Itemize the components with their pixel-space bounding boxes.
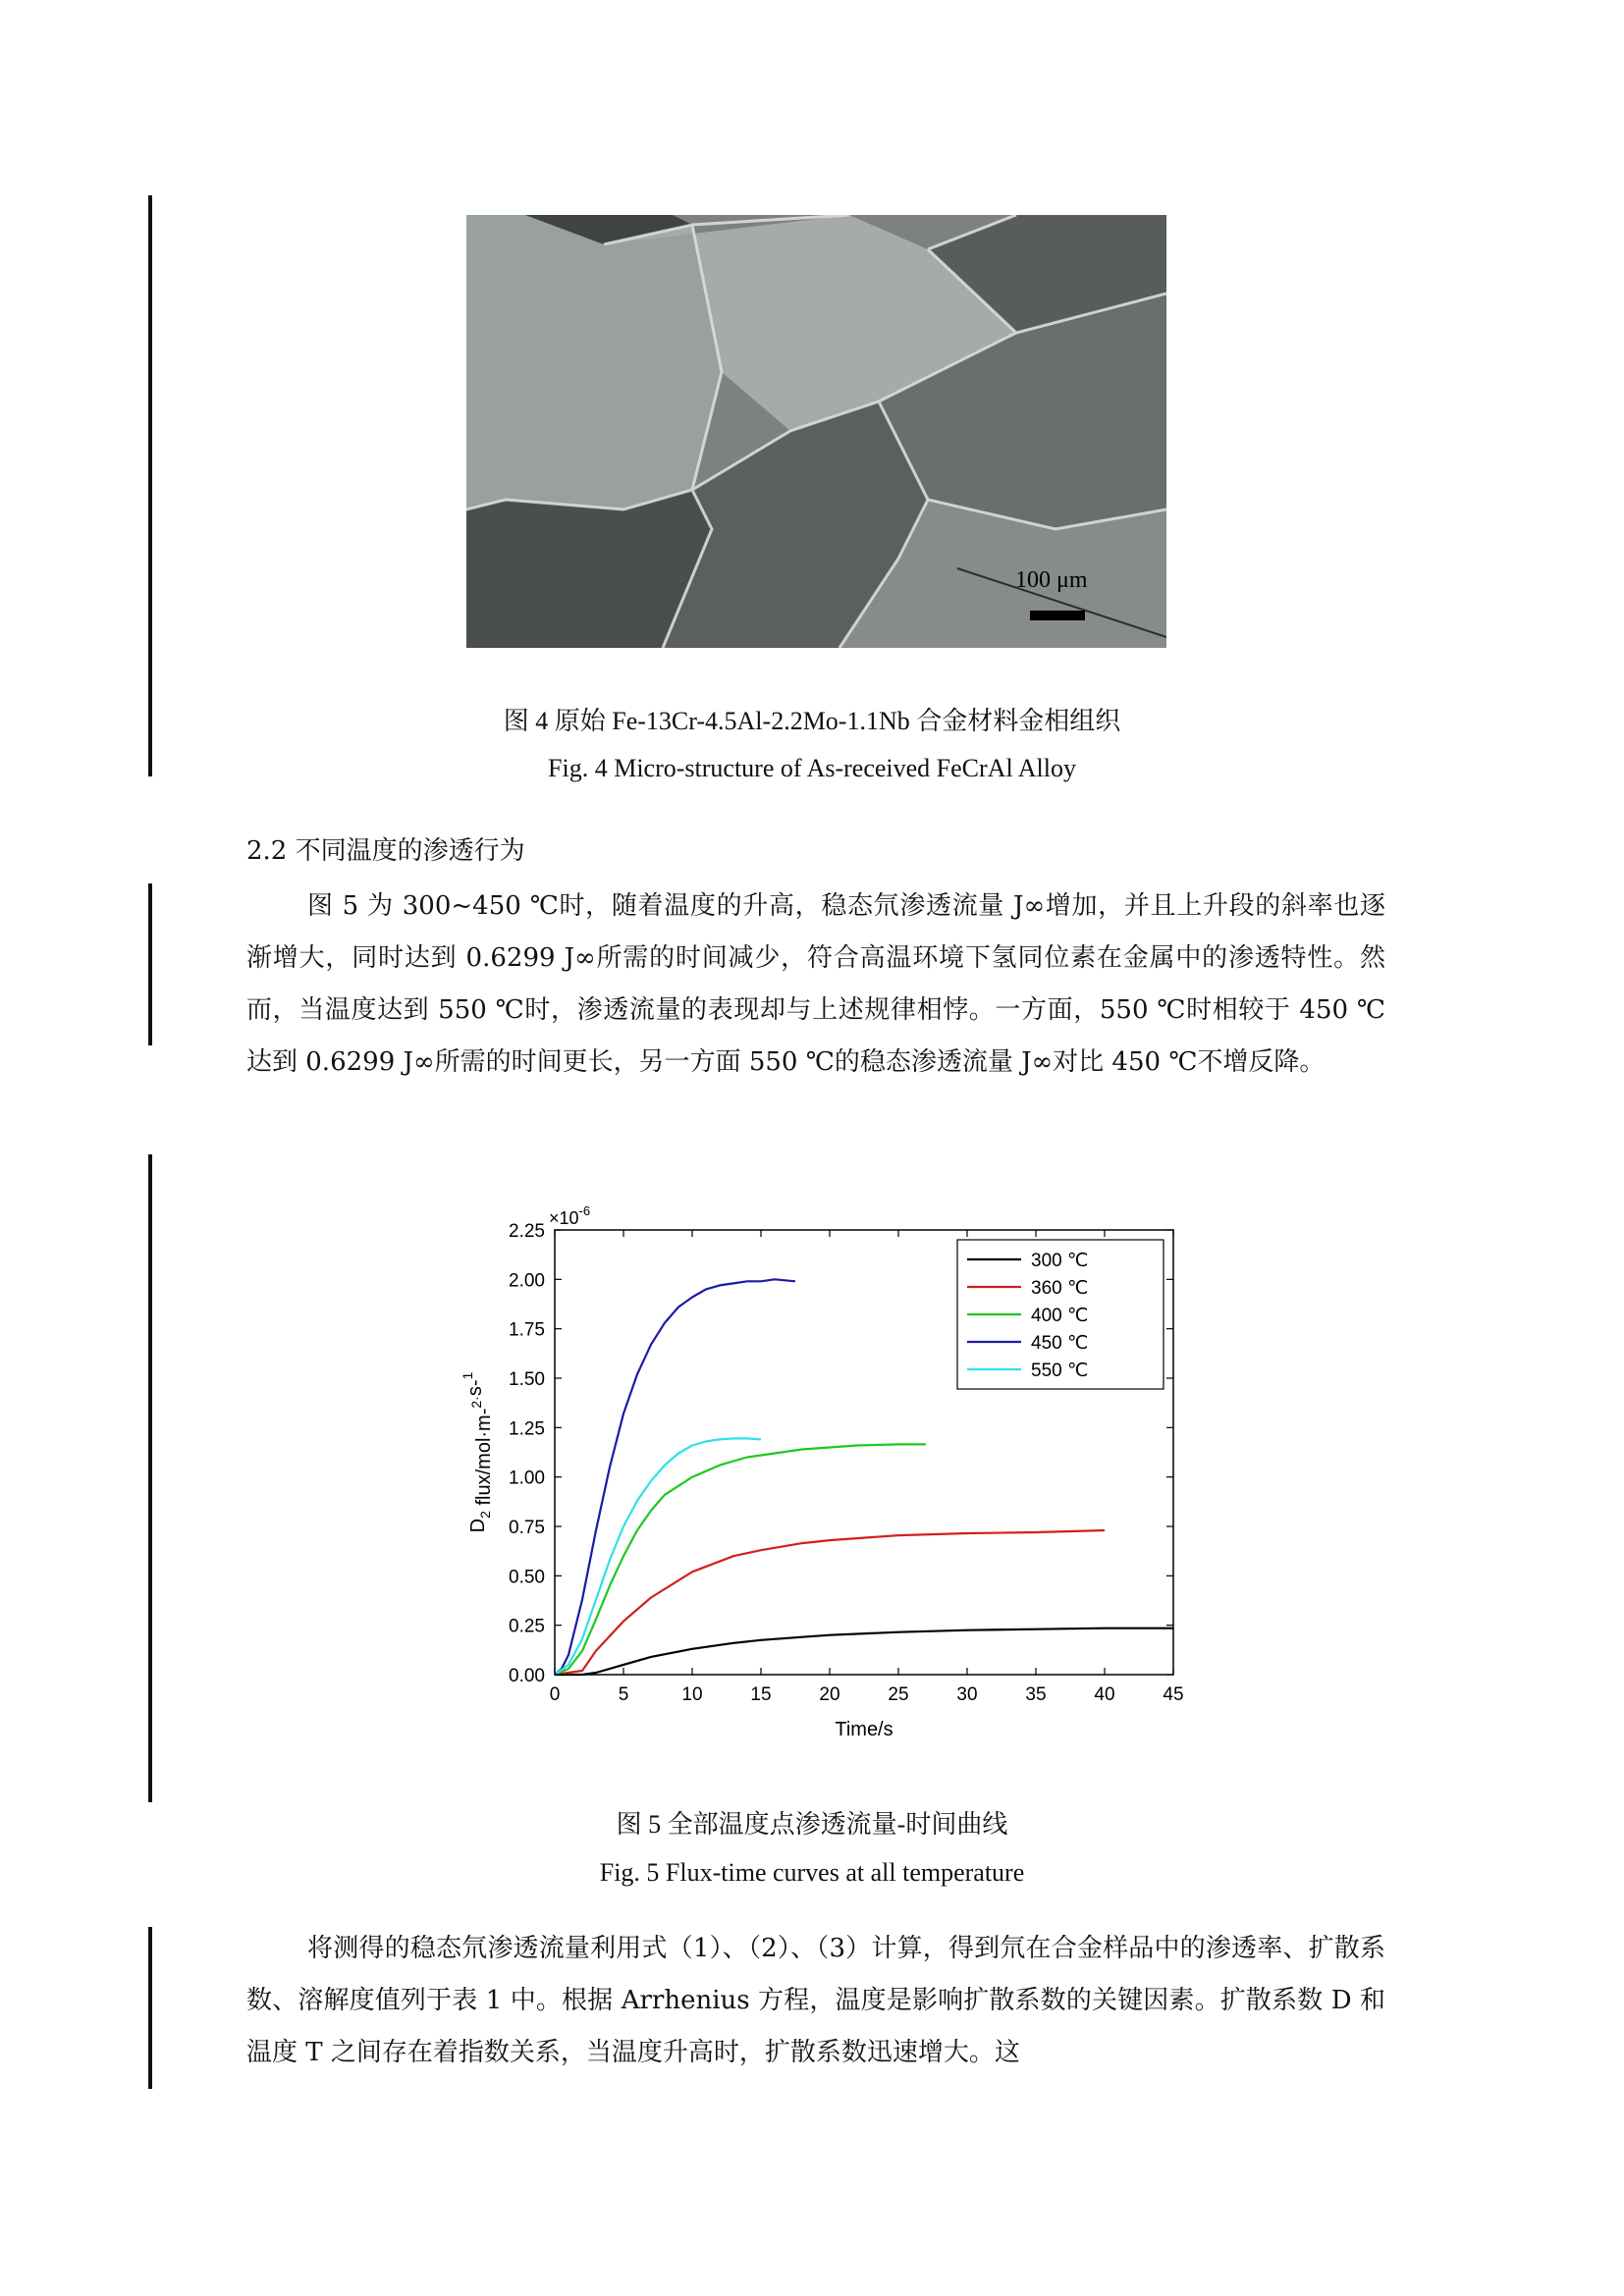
- body-paragraph: 图 5 为 300~450 ℃时，随着温度的升高，稳态氘渗透流量 J∞增加，并且上升段的斜率也逐渐增大，同时达到 0.6299 J∞所需的时间减少，符合高温环境下氢同位素在金属中的渗透特性。然而，当温度达到 550 ℃时，渗透流量的表现却与上述规律相悖。一方面，550 ℃时相较于 450 ℃达到 0.6299 J∞所需的时间更长，另一方面 550 ℃的稳态渗透流量 J∞对比 450 ℃不增反降。: [246, 891, 1385, 1077]
- y-tick-label: 1.75: [509, 1319, 545, 1341]
- y-tick-label: 0.25: [509, 1616, 545, 1637]
- change-bar: [148, 1154, 152, 1802]
- x-tick-label: 15: [750, 1684, 772, 1705]
- figure4-caption-en: Fig. 4 Micro-structure of As-received FeCrAl Alloy: [548, 754, 1076, 782]
- legend-entry: 550 ℃: [1031, 1361, 1089, 1381]
- x-tick-label: 20: [819, 1684, 840, 1705]
- change-bar: [148, 195, 152, 776]
- scale-bar: [1030, 611, 1085, 620]
- legend-entry: 450 ℃: [1031, 1333, 1089, 1354]
- x-tick-label: 25: [888, 1684, 909, 1705]
- y-axis-label: $D_2$ flux/mol·m-$^{2\cdot}$s-$^1$: [460, 1371, 495, 1533]
- figure5-caption-cn: 图 5 全部温度点渗透流量-时间曲线: [616, 1810, 1008, 1839]
- change-bar: [148, 1927, 152, 2089]
- x-tick-label: 45: [1163, 1684, 1184, 1705]
- y-tick-label: 1.25: [509, 1418, 545, 1440]
- x-tick-label: 40: [1094, 1684, 1115, 1705]
- scale-bar-label: 100 μm: [1015, 567, 1088, 593]
- y-tick-label: 0.50: [509, 1567, 545, 1588]
- body-paragraph-2: 将测得的稳态氘渗透流量利用式（1）、（2）、（3）计算，得到氘在合金样品中的渗透率、扩散系数、溶解度值列于表 1 中。根据 Arrhenius 方程，温度是影响扩散系数的关键因素。扩散系数 D 和温度 T 之间存在着指数关系，当温度升高时，扩散系数迅速增大。这: [246, 1934, 1385, 2067]
- legend-entry: 400 ℃: [1031, 1306, 1089, 1326]
- series-line-1: [555, 1530, 1105, 1675]
- legend-entry: 360 ℃: [1031, 1278, 1089, 1299]
- figure4-caption-cn: 图 4 原始 Fe-13Cr-4.5Al-2.2Mo-1.1Nb 合金材料金相组织: [503, 707, 1121, 735]
- x-tick-label: 30: [956, 1684, 978, 1705]
- change-bar: [148, 883, 152, 1045]
- x-tick-label: 35: [1025, 1684, 1047, 1705]
- y-multiplier: $\times 10^{-6}$: [549, 1203, 591, 1228]
- figure5-caption-en: Fig. 5 Flux-time curves at all temperature: [599, 1858, 1025, 1887]
- y-tick-label: 1.00: [509, 1468, 545, 1489]
- y-tick-label: 0.75: [509, 1518, 545, 1538]
- section-heading: 2.2 不同温度的渗透行为: [246, 836, 525, 866]
- legend-entry: 300 ℃: [1031, 1251, 1089, 1271]
- flux-time-chart: [437, 1196, 1203, 1745]
- y-tick-label: 1.50: [509, 1369, 545, 1390]
- x-axis-label: Time/s: [835, 1719, 893, 1740]
- x-tick-label: 0: [549, 1684, 561, 1705]
- y-tick-label: 2.00: [509, 1270, 545, 1292]
- y-tick-label: 2.25: [509, 1221, 545, 1242]
- y-tick-label: 0.00: [509, 1666, 545, 1686]
- series-line-0: [555, 1629, 1173, 1675]
- x-tick-label: 10: [681, 1684, 703, 1705]
- x-tick-label: 5: [618, 1684, 629, 1705]
